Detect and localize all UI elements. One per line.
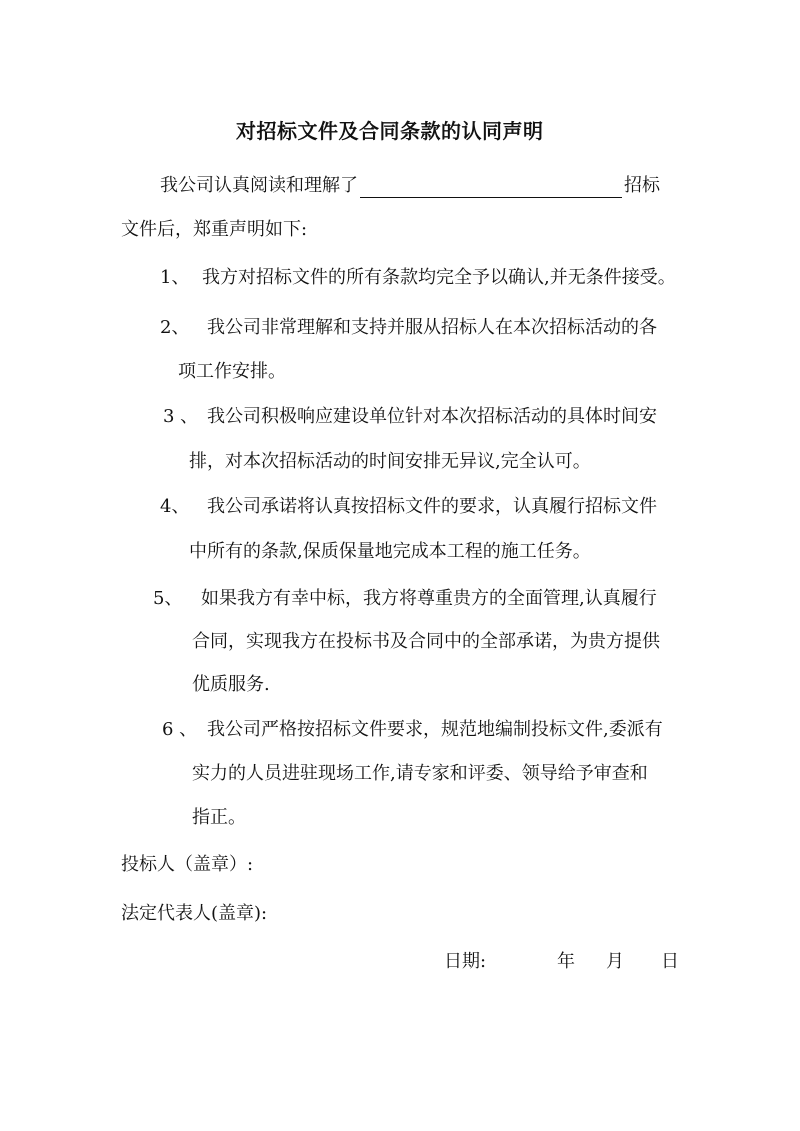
date-month-label: 月: [606, 951, 624, 972]
item-5-line-2: 合同，实现我方在投标书及合同中的全部承诺，为贵方提供: [192, 631, 660, 652]
item-5-number: 5、: [153, 588, 183, 609]
document-title: 对招标文件及合同条款的认同声明: [236, 119, 544, 143]
item-2-number: 2、: [160, 317, 190, 338]
item-3-number: 3 、: [163, 406, 199, 427]
item-4-number: 4、: [160, 496, 190, 517]
legal-representative-seal-label: 法定代表人(盖章):: [121, 903, 268, 924]
date-label: 日期:: [444, 951, 487, 972]
date-day-label: 日: [661, 951, 679, 972]
item-5-line-3: 优质服务.: [192, 674, 270, 695]
bidder-seal-label: 投标人（盖章）:: [121, 854, 254, 875]
item-6-line-1: 我公司严格按招标文件要求，规范地编制投标文件,委派有: [207, 719, 663, 740]
intro-line-2: 文件后，郑重声明如下:: [121, 219, 308, 240]
item-3-line-2: 排，对本次招标活动的时间安排无异议,完全认可。: [189, 451, 591, 472]
intro-line-1: [160, 174, 660, 198]
intro-suffix: 招标: [624, 175, 660, 196]
item-2-line-2: 项工作安排。: [178, 361, 286, 382]
item-1-number: 1、: [160, 267, 190, 288]
item-2-line-1: 我公司非常理解和支持并服从招标人在本次招标活动的各: [207, 317, 657, 338]
item-6-line-3: 指正。: [192, 807, 246, 828]
item-4-line-2: 中所有的条款,保质保量地完成本工程的施工任务。: [189, 541, 591, 562]
item-5-line-1: 如果我方有幸中标，我方将尊重贵方的全面管理,认真履行: [201, 588, 657, 609]
intro-prefix: 我公司认真阅读和理解了: [160, 175, 358, 196]
item-4-line-1: 我公司承诺将认真按招标文件的要求，认真履行招标文件: [207, 496, 657, 517]
item-1-line-1: 我方对招标文件的所有条款均完全予以确认,并无条件接受。: [202, 267, 676, 288]
date-year-label: 年: [557, 951, 575, 972]
item-6-number: 6 、: [162, 719, 198, 740]
project-name-blank: [360, 177, 622, 198]
item-6-line-2: 实力的人员进驻现场工作,请专家和评委、领导给予审查和: [192, 763, 648, 784]
item-3-line-1: 我公司积极响应建设单位针对本次招标活动的具体时间安: [207, 406, 657, 427]
